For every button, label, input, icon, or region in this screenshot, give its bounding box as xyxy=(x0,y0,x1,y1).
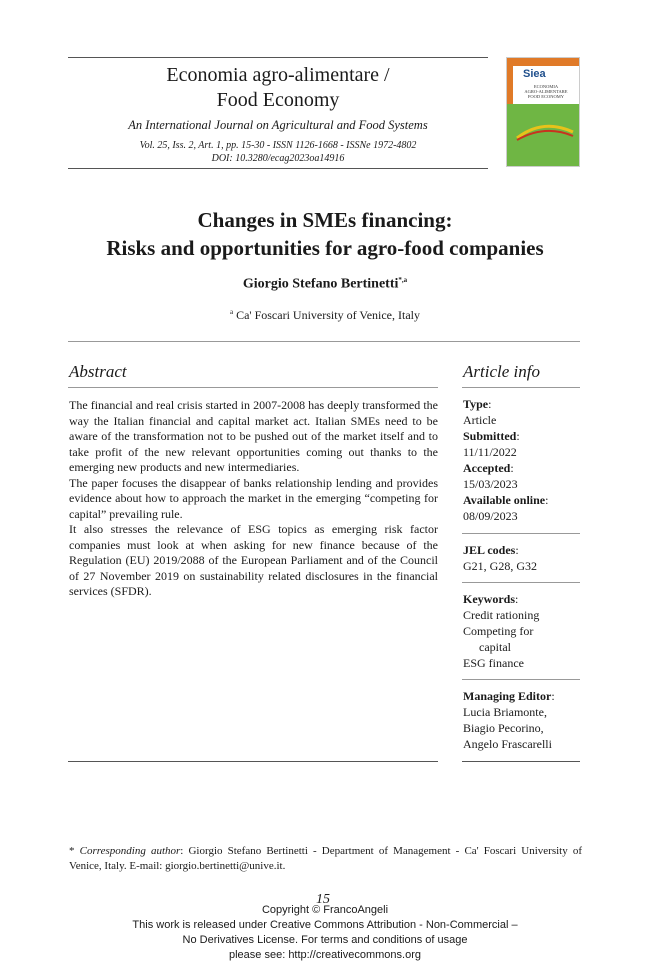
affiliation-line xyxy=(40,308,610,323)
jel-value: G21, G28, G32 xyxy=(463,559,537,573)
footnote-lead: Corresponding author xyxy=(79,845,181,857)
type-value: Article xyxy=(463,413,497,427)
title-divider xyxy=(68,341,580,342)
cover-swoosh-icon xyxy=(515,122,575,142)
affiliation-mark: a xyxy=(229,308,234,316)
article-info-bottom-rule xyxy=(462,761,580,762)
journal-doi: DOI: 10.3280/ecag2023oa14916 xyxy=(211,153,345,164)
author-line xyxy=(40,276,610,293)
abstract-bottom-rule xyxy=(68,761,438,762)
keyword-item: ESG finance xyxy=(463,656,524,670)
online-row: Available online: xyxy=(463,493,549,507)
journal-cover-image xyxy=(506,57,580,167)
footnote-mark: * xyxy=(69,845,75,857)
abstract-paragraph-1: The financial and real crisis started in 2007-2008 has deeply transformed the way the Italian financial and capital market act. Italian SMEs need to be aware of the transformation not to be pushed out of the market itself and to take profit of the new relevant opportunities coming out thanks to the emerging new products and new intermediaries. xyxy=(69,398,438,474)
keywords-row: Keywords: xyxy=(463,592,519,606)
cover-text-line2: AGRO-ALIMENTARE xyxy=(524,89,568,94)
jel-label: JEL codes xyxy=(463,543,516,557)
journal-title-line2: Food Economy xyxy=(216,89,340,111)
header-bottom-rule xyxy=(68,168,488,169)
abstract-heading: Abstract xyxy=(69,362,127,381)
license-line-1: This work is released under Creative Commons Attribution - Non-Commercial – xyxy=(132,919,518,931)
footnote-text: : Giorgio Stefano Bertinetti - Department of Management - Ca' Foscari University of Venice, Italy. E-mail: giorgio.bertinetti@unive.it. xyxy=(69,845,582,872)
license-line-2: No Derivatives License. For terms and conditions of usage xyxy=(182,934,468,946)
paper-title-line2: Risks and opportunities for agro-food companies xyxy=(106,236,544,260)
cover-title-text xyxy=(517,84,575,99)
journal-subtitle: An International Journal on Agricultural and Food Systems xyxy=(128,118,428,132)
article-info-heading: Article info xyxy=(463,362,540,381)
abstract-heading-rule xyxy=(68,387,438,388)
type-row: Type: xyxy=(463,397,492,411)
managing-editor xyxy=(463,688,583,752)
jel-row: JEL codes: xyxy=(463,543,519,557)
online-label: Available online xyxy=(463,493,546,507)
journal-title-line1: Economia agro-alimentare / xyxy=(166,64,390,86)
keywords-label: Keywords xyxy=(463,592,515,606)
keyword-item: capital xyxy=(479,640,511,654)
abstract-body xyxy=(69,398,438,600)
accepted-row: Accepted: xyxy=(463,461,514,475)
affiliation-text: Ca' Foscari University of Venice, Italy xyxy=(236,308,420,322)
license-line-3: please see: http://creativecommons.org xyxy=(229,949,421,961)
editor-name: Biagio Pecorino, xyxy=(463,721,544,735)
cover-top-band xyxy=(507,58,579,66)
cover-text-line1: ECONOMIA xyxy=(533,84,559,89)
author-name: Giorgio Stefano Bertinetti xyxy=(242,276,399,292)
jel-rule xyxy=(462,582,580,583)
online-value: 08/09/2023 xyxy=(463,509,518,523)
editor-row: Managing Editor: xyxy=(463,689,555,703)
abstract-paragraph-3: It also stresses the relevance of ESG topics as emerging risk factor companies must look at when asking for new finance because of the Regulation (EU) 2019/2088 of the European Parliament and of the Council of 27 November 2019 on sustainability related disclosures in the financial services (SFDR). xyxy=(69,522,438,598)
submitted-value: 11/11/2022 xyxy=(463,445,517,459)
type-label: Type xyxy=(463,397,489,411)
accepted-value: 15/03/2023 xyxy=(463,477,518,491)
page-number: 15 xyxy=(316,892,330,907)
keyword-item: Competing for xyxy=(463,624,534,638)
accepted-label: Accepted xyxy=(463,461,511,475)
keywords xyxy=(463,591,583,671)
jel-codes xyxy=(463,542,583,574)
paper-title-line1: Changes in SMEs financing: xyxy=(197,208,453,232)
editor-name: Lucia Briamonte, xyxy=(463,705,547,719)
keyword-item: Credit rationing xyxy=(463,608,540,622)
corresponding-author-footnote xyxy=(69,844,582,874)
submitted-label: Submitted xyxy=(463,429,517,443)
abstract-paragraph-2: The paper focuses the disappear of banks relationship lending and provides evidence about how to approach the market in the emerging “competing for capital” prevailing rule. xyxy=(69,475,438,521)
cover-logo: Siea xyxy=(523,68,546,80)
article-dates xyxy=(463,396,583,524)
journal-meta-line1: Vol. 25, Iss. 2, Art. 1, pp. 15-30 - ISSN 1126-1668 - ISSNe 1972-4802 xyxy=(139,140,417,151)
article-info-heading-rule xyxy=(462,387,580,388)
cover-text-line3: FOOD ECONOMY xyxy=(527,94,565,99)
author-marks: *,a xyxy=(398,276,408,284)
editor-name: Angelo Frascarelli xyxy=(463,737,552,751)
dates-rule xyxy=(462,533,580,534)
editor-label: Managing Editor xyxy=(463,689,552,703)
submitted-row: Submitted: xyxy=(463,429,520,443)
keywords-rule xyxy=(462,679,580,680)
header-top-rule xyxy=(68,57,488,58)
license-block xyxy=(40,903,610,963)
copyright-line: Copyright © FrancoAngeli xyxy=(261,904,389,916)
